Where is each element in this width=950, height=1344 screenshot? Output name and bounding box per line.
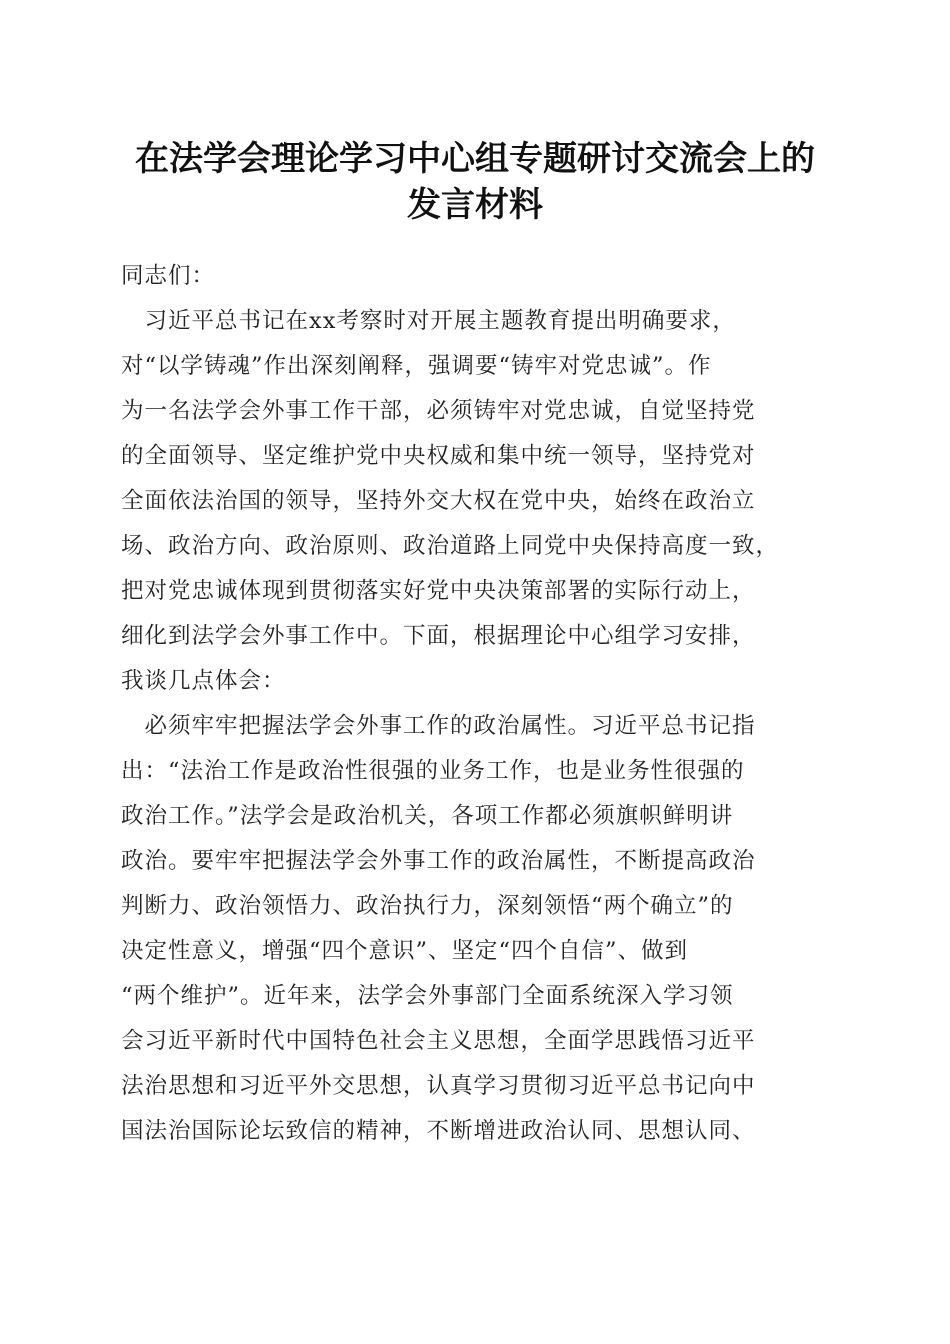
paragraph-line: 会习近平新时代中国特色社会主义思想，全面学思践悟习近平 (121, 1028, 756, 1054)
paragraph-line: 政治。要牢牢把握法学会外事工作的政治属性，不断提高政治 (121, 848, 756, 874)
paragraph-2 (121, 704, 833, 1154)
document-title (100, 136, 850, 228)
salutation: 同志们： (121, 263, 216, 289)
paragraph-line: 政治工作。”法学会是政治机关，各项工作都必须旗帜鲜明讲 (121, 803, 734, 829)
paragraph-line: 的全面领导、坚定维护党中央权威和集中统一领导，坚持党对 (121, 443, 756, 469)
paragraph-line: 国法治国际论坛致信的精神，不断增进政治认同、思想认同、 (121, 1118, 756, 1144)
paragraph-line: 把对党忠诚体现到贯彻落实好党中央决策部署的实际行动上， (121, 578, 756, 604)
paragraph-line: 我谈几点体会： (121, 668, 286, 694)
paragraph-line: “两个维护”。近年来，法学会外事部门全面系统深入学习领 (121, 983, 734, 1009)
paragraph-line: 出：“法治工作是政治性很强的业务工作，也是业务性很强的 (121, 758, 745, 784)
paragraph-line: 必须牢牢把握法学会外事工作的政治属性。习近平总书记指 (121, 713, 756, 739)
paragraph-line: 判断力、政治领悟力、政治执行力，深刻领悟“两个确立”的 (121, 893, 734, 919)
title-line-2: 发言材料 (407, 185, 543, 225)
document-body (121, 254, 833, 1154)
title-line-1: 在法学会理论学习中心组专题研讨交流会上的 (135, 139, 815, 179)
paragraph-line: 决定性意义，增强“四个意识”、坚定“四个自信”、做到 (121, 938, 689, 964)
paragraph-line: 法治思想和习近平外交思想，认真学习贯彻习近平总书记向中 (121, 1073, 756, 1099)
paragraph-line: 为一名法学会外事工作干部，必须铸牢对党忠诚，自觉坚持党 (121, 398, 756, 424)
paragraph-line: 场、政治方向、政治原则、政治道路上同党中央保持高度一致， (121, 533, 780, 559)
paragraph-line: 对“以学铸魂”作出深刻阐释，强调要“铸牢对党忠诚”。作 (121, 353, 712, 379)
paragraph-1 (121, 299, 833, 704)
paragraph-line: 习近平总书记在xx考察时对开展主题教育提出明确要求， (121, 308, 736, 334)
paragraph-line: 细化到法学会外事工作中。下面，根据理论中心组学习安排， (121, 623, 756, 649)
paragraph-line: 全面依法治国的领导，坚持外交大权在党中央，始终在政治立 (121, 488, 756, 514)
